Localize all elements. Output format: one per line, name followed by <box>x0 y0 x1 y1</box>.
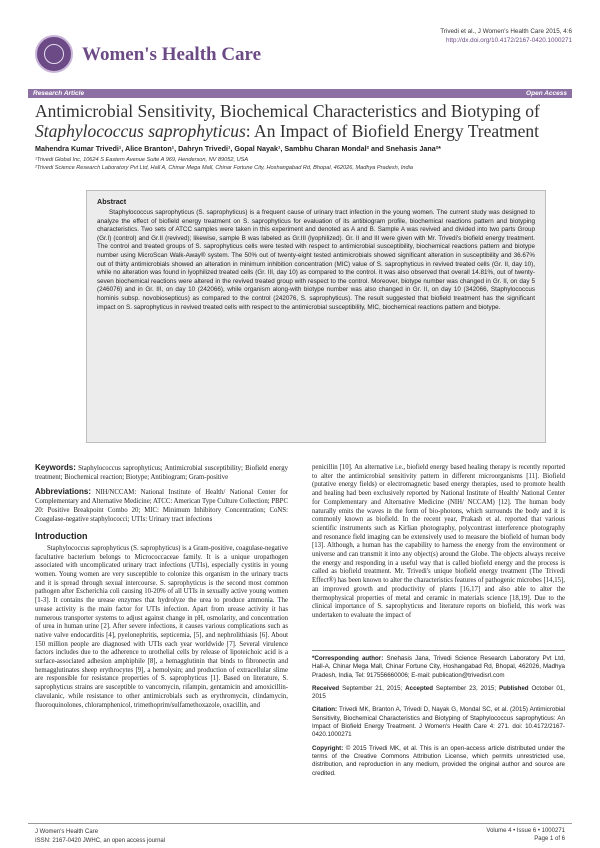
corr-text: Snehasis Jana, Trivedi Science Research Laboratory Pvt Ltd, Hall-A, Chinar Mega Mall, Chinar Fortune City, Hoshangabad Rd, Bhopal, 462026, Madhya Pradesh, India, Tel: 917556660006; E-mail: publication@trivedisrl.com <box>312 655 565 679</box>
header-citation <box>440 27 572 45</box>
footer-divider <box>28 823 572 824</box>
copyright <box>312 745 565 778</box>
correspondence-block <box>312 650 565 783</box>
accepted-label: Accepted <box>405 684 434 692</box>
copyright-text: © 2015 Trivedi MK, et al. This is an open-access article distributed under the terms of the Creative Commons Attribution License, which permits unrestricted use, distribution, and reproduction in any medium, provided the original author and source are credited. <box>312 744 565 777</box>
keywords-label: Keywords: <box>35 463 76 472</box>
right-column <box>312 464 565 621</box>
abbreviations-text: NIH/NCCAM: National Institute of Health/ National Center for Complementary and Alternative Medicine; ATCC: American Type Culture Collection; PBPC 20: Positive Breakpoint Combo 20; MIC: Minimum Inhibitory Concentration; CoNS: Coagulase-negative staphylococci; UTIs: Urinary tract infections <box>35 489 288 523</box>
affiliation-1: ¹Trivedi Global Inc, 10624 S Eastern Avenue Suite A 969, Henderson, NV 89052, USA <box>35 157 249 163</box>
article-title <box>35 101 570 141</box>
doi-link[interactable]: http://dx.doi.org/10.4172/2167-0420.1000271 <box>445 37 572 44</box>
title-end: : An Impact of Biofield Energy Treatment <box>245 121 540 141</box>
open-access-label: Open Access <box>526 90 567 97</box>
abstract-box <box>86 190 546 443</box>
abstract-heading: Abstract <box>97 197 127 206</box>
journal-logo-inner <box>44 44 64 64</box>
citation-label: Citation: <box>312 706 338 714</box>
page-number: Page 1 of 6 <box>534 836 565 842</box>
dates <box>312 685 565 702</box>
copyright-label: Copyright: <box>312 744 344 752</box>
published-label: Published <box>498 684 529 692</box>
citation <box>312 706 565 739</box>
corr-label: *Corresponding author: <box>312 655 384 662</box>
right-column-text: penicillin [10]. An alternative i.e., biofield energy based healing therapy is recently reported to alter the antimicrobial sensitivity pattern in different microorganisms [11]. Biofield (putative energy fields) or electromagnetic based energy therapies, used to promote health and healing had been exclusively reported by National Institute of Health/ National Center for Complementary and Alternative Medicine (NIH/ NCCAM) [12]. The human body naturally emits the waves in the form of bio-photons, which surrounds the body and it is commonly known as biofield. In the recent year, Prakash et al. reported that various scientific instruments such as Kirlian photography, polycontrast interference photography and resonance field imaging can be extensively used to measure the biofield of human body [13]. Although, a human has the capability to harness the energy from the environment or universe and can transmit it into any object(s) around the Globe. The objects always receive the energy and responding in a useful way that is called biofield energy and the process is called as biofield treatment. Mr. Trivedi's unique biofield energy treatment (The Trivedi Effect®) has been known to alter the characteristics features of pathogenic microbes [14,15], an improved growth and productivity of plants [16,17] and also able to alter the thermophysical properties of metal and ceramic in materials science [18,19]. Due to the clinical importance of S. saprophyticus and literature reports on biofield, this work was undertaken to evaluate the impact of <box>312 464 565 619</box>
received-label: Received <box>312 684 340 692</box>
published-date: October 01, 2015 <box>312 684 565 701</box>
citation-line: Trivedi et al., J Women's Health Care 2015, 4:6 <box>440 28 572 35</box>
affiliation-2: ²Trivedi Science Research Laboratory Pvt Ltd, Hall A, Chinar Mega Mall, Chinar Fortune City, Hoshangabad Rd, Bhopal, 462026, Madhya Pradesh, India <box>35 165 413 171</box>
abstract-text: Staphylococcus saprophyticus (S. saprophyticus) is a frequent cause of urinary tract infection in the young women. The current study was designed to analyze the effect of biofield energy treatment on S. saprophyticus for evaluation of its antibiogram profile, biochemical reactions pattern and biotyping characteristics. Two sets of ATCC samples were taken in this experiment and denoted as A and B. Sample A was revived and divided into two parts Group (Gr.I) (control) and Gr.II (revived); likewise, sample B was labeled as Gr.III (lyophilized). Gr. II and III were given with Mr. Trivedi's biofield energy treatment. The control and treated groups of S. saprophyticus cells were tested with respect to antimicrobial susceptibility, biochemical reactions pattern and biotype number using MicroScan Walk-Away® system. The 50% out of twenty-eight tested antimicrobials showed significant alteration in susceptibility and 36.67% out of thirty antimicrobials showed an alteration in minimum inhibition concentration (MIC) value of S. saprophyticus in revived treated cells (Gr. II, day 10), while no alteration was found in lyophilized treated cells (Gr. III, day 10) as compared to the control. It was also observed that overall 14.81%, out of twenty-seven biochemical reactions were altered in the revived treated group with respect to the control. Moreover, biotype number was changed in Gr. II, on day 5 (246076) and in Gr. III, on day 10 (242066), while organism along-with biotype number was also changed in Gr. II, on day 10 (342066, Staphylococcus hominis subsp. novobiosepticus) as compared to the control (242076, S. saprophyticus). The result suggested that biofield treatment has the significant impact on S. saprophyticus in revived treated cells with respect to the antimicrobial susceptibility, MIC, biochemical reactions pattern and biotype. <box>97 209 535 311</box>
accepted-date: September 23, 2015; <box>435 684 497 692</box>
intro-text: Staphylococcus saprophyticus (S. saprophyticus) is a Gram-positive, coagulase-negative facultative bacterium belongs to Micrococcaceae family. It is a unique uropathogen associated with uncomplicated urinary tract infections (UTIs), especially cystitis in young women. Young women are very susceptible to colonize this organism in the urinary tracts and it is spread through sexual intercourse. S. saprophyticus is the second most common pathogen after Escherichia coli causing 10-20% of all UTIs in sexually active young women [1-3]. It contains the urease enzymes that hydrolyze the urea to produce ammonia. The urease activity is the main factor for UTIs infection. Apart from urease activity it has numerous transporter systems to adjust against change in pH, osmolarity, and concentration of urea in human urine [2]. After severe infections, it causes various complications such as native valve endocarditis [4], pyelonephritis, septicemia, [5], and nephrolithiasis [6]. About 150 million people are diagnosed with UTIs each year worldwide [7]. Several virulence factors includes due to the adherence to urothelial cells by release of lipoteichoic acid is a surface-associated adhesion amphiphile [8], a hemagglutinin that binds to fibronectin and hemagglutinates sheep erythrocytes [9], a hemolysin; and production of extracellular slime are responsible for resistance properties of S. saprophyticus [1]. Based on literature, S. saprophyticus strains are susceptible to vancomycin, rifampin, gentamicin and amoxicillin-clavulanic, while resistance to other antimicrobials such as erythromycin, clindamycin, fluoroquinolones, chloramphenicol, trimethoprim/sulfamethoxazole, oxacillin, and <box>35 544 288 709</box>
abbreviations <box>35 488 288 524</box>
title-text: Antimicrobial Sensitivity, Biochemical Characteristics and Biotyping of <box>35 101 540 121</box>
author-list: Mahendra Kumar Trivedi¹, Alice Branton¹, Dahryn Trivedi¹, Gopal Nayak¹, Sambhu Charan Mondal² and Snehasis Jana²* <box>35 144 441 153</box>
keywords-text: Staphylococcus saprophyticus; Antimicrobial susceptibility; Biofield energy treatment; Biochemical reaction; Biotype; Antibiogram; Gram-positive <box>35 465 288 481</box>
abbreviations-label: Abbreviations: <box>35 487 92 497</box>
article-type-banner <box>28 89 572 98</box>
footer-left <box>35 828 165 845</box>
title-italic: Staphylococcus saprophyticus <box>35 121 246 141</box>
citation-text: Trivedi MK, Branton A, Trivedi D, Nayak G, Mondal SC, et al. (2015) Antimicrobial Sensitivity, Biochemical Characteristics and Biotyping of Staphylococcus saprophyticus: An Impact of Biofield Energy Treatment. J Women's Health Care 4: 271. doi: 10.4172/2167-0420.1000271 <box>312 706 565 739</box>
footer-volume: Volume 4 • Issue 6 • 1000271 <box>486 828 565 834</box>
corresponding-author <box>312 655 565 680</box>
received-date: September 21, 2015; <box>342 684 403 692</box>
journal-name[interactable]: Women's Health Care <box>82 44 262 65</box>
left-column <box>35 464 288 716</box>
intro-heading: Introduction <box>35 531 88 542</box>
footer-issn: ISSN: 2167-0420 JWHC, an open access journal <box>35 837 166 844</box>
footer-journal: J Women's Health Care <box>35 829 99 835</box>
keywords <box>35 464 288 482</box>
article-type-label: Research Article <box>33 90 85 97</box>
